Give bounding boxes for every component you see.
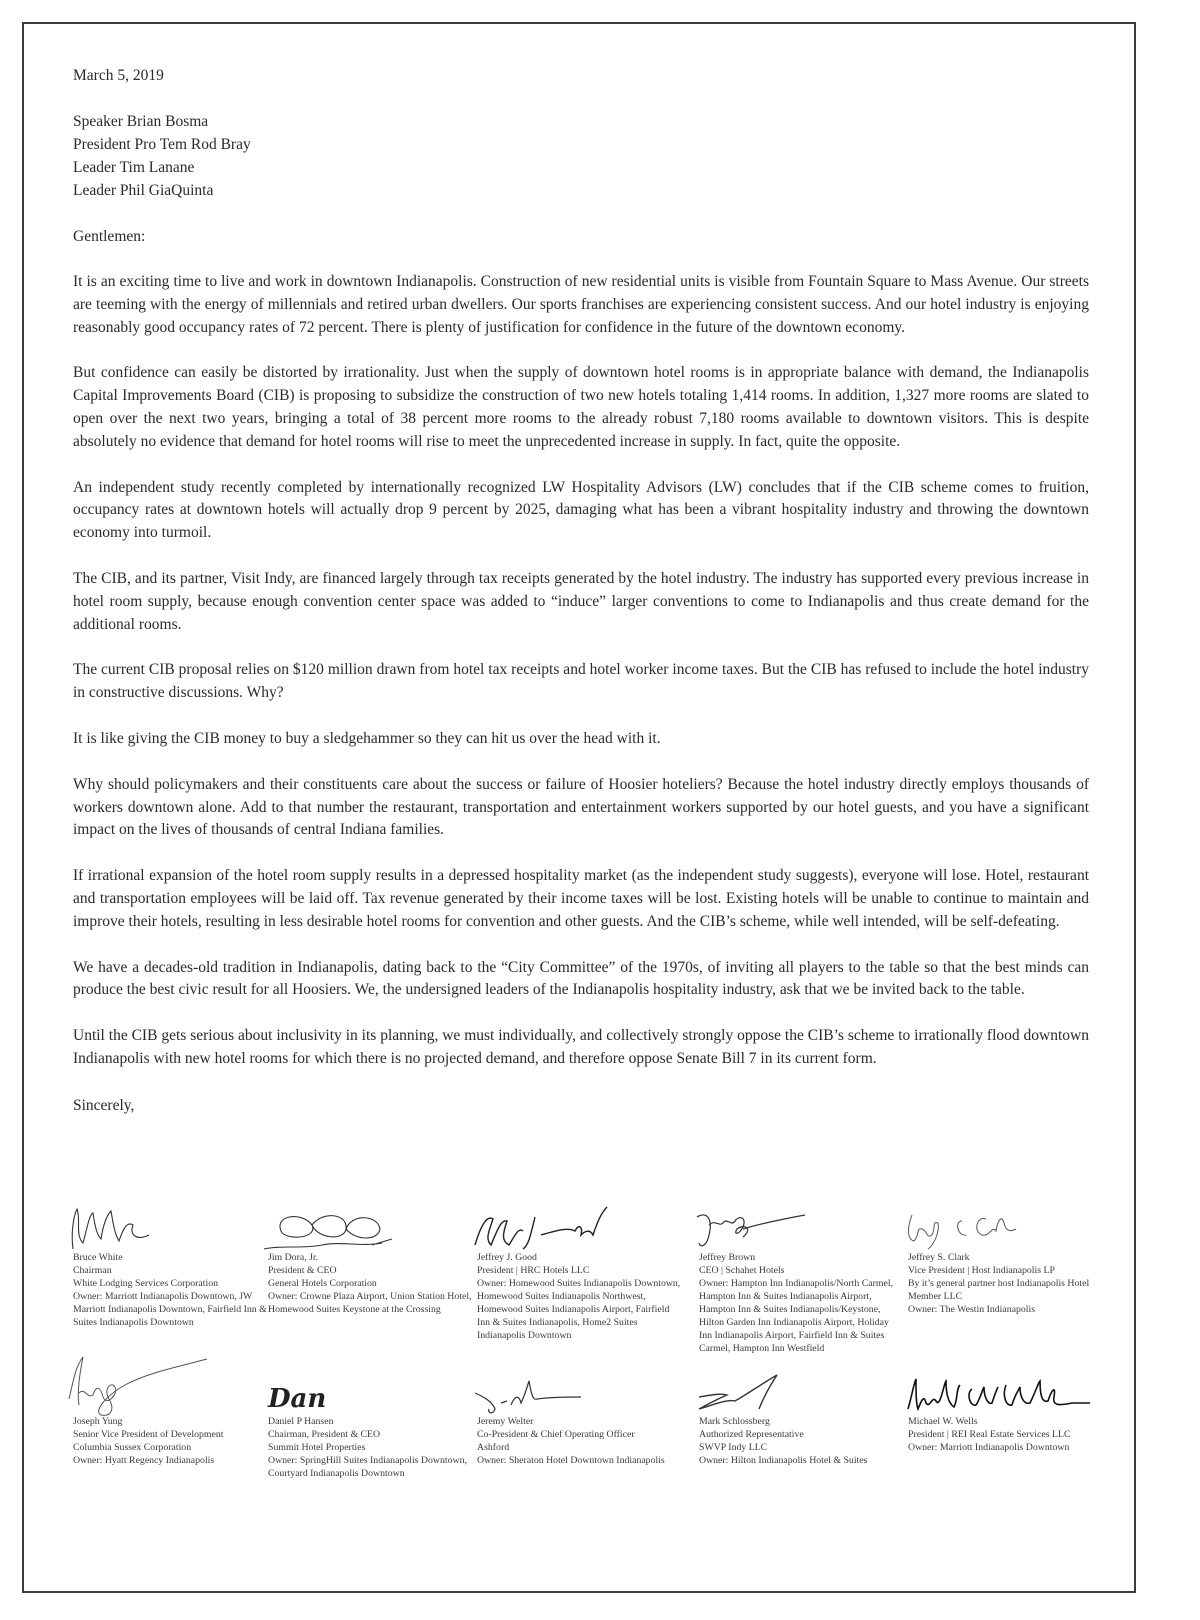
signer-title: Chairman, President & CEO — [268, 1429, 381, 1440]
signer-title: President | HRC Hotels LLC — [477, 1265, 590, 1276]
signature-block — [73, 1205, 278, 1329]
signer-properties: Owner: Hilton Indianapolis Hotel & Suites — [699, 1455, 868, 1466]
signer-title: President & CEO — [268, 1265, 337, 1276]
handwritten-signature — [73, 1353, 278, 1415]
closing: Sincerely, — [73, 1096, 135, 1114]
svg-text:Dan: Dan — [268, 1384, 327, 1414]
signature-block — [908, 1205, 1113, 1316]
signer-name: Jeremy Welter — [477, 1416, 534, 1427]
signer-properties: Owner: SpringHill Suites Indianapolis Downtown, Courtyard Indianapolis Downtown — [268, 1455, 467, 1479]
signer-company: General Hotels Corporation — [268, 1278, 377, 1289]
salutation: Gentlemen: — [73, 228, 146, 245]
paragraph: The current CIB proposal relies on $120 million drawn from hotel tax receipts and hotel worker income taxes. But the CIB has refused to include the hotel industry in constructive discussions. Why? — [73, 661, 1089, 702]
paragraph: An independent study recently completed by internationally recognized LW Hospitality Advisors (LW) concludes that if the CIB scheme comes to fruition, occupancy rates at downtown hotels will actually drop 9 percent by 2025, damaging what has been a vibrant hospitality industry and throwing the downtown economy into turmoil. — [73, 478, 1089, 542]
letter-date: March 5, 2019 — [73, 67, 164, 84]
signature-block — [477, 1369, 682, 1467]
paragraph: Until the CIB gets serious about inclusivity in its planning, we must individually, and collectively strongly oppose the CIB’s scheme to irrationally flood downtown Indianapolis with new hotel rooms for which there is no projected demand, and therefore oppose Senate Bill 7 in its current form. — [73, 1027, 1089, 1067]
handwritten-signature — [699, 1369, 904, 1415]
handwritten-signature — [477, 1369, 682, 1415]
signer-company: Summit Hotel Properties — [268, 1442, 366, 1453]
recipient: Leader Phil GiaQuinta — [73, 182, 214, 199]
signer-company: Columbia Sussex Corporation — [73, 1442, 192, 1453]
signature-row — [73, 1363, 1103, 1513]
signer-title: Chairman — [73, 1265, 112, 1276]
signer-name: Michael W. Wells — [908, 1416, 978, 1427]
signature-block — [699, 1369, 904, 1467]
handwritten-signature — [477, 1205, 682, 1251]
signer-title: Vice President | Host Indianapolis LP — [908, 1265, 1055, 1276]
recipient-list — [73, 110, 1089, 202]
signer-name: Jeffrey S. Clark — [908, 1252, 970, 1263]
signer-title: Authorized Representative — [699, 1429, 804, 1440]
signer-name: Jim Dora, Jr. — [268, 1252, 319, 1263]
signer-name: Mark Schlossberg — [699, 1416, 770, 1427]
handwritten-signature — [908, 1369, 1093, 1415]
handwritten-signature — [73, 1205, 278, 1251]
signer-name: Jeffrey Brown — [699, 1252, 756, 1263]
signer-name: Daniel P Hansen — [268, 1416, 334, 1427]
signer-properties: Owner: Marriott Indianapolis Downtown, JW Marriott Indianapolis Downtown, Fairfield Inn & Suites Indianapolis Downtown — [73, 1291, 267, 1328]
handwritten-signature — [908, 1205, 1113, 1251]
paragraph: Why should policymakers and their constituents care about the success or failure of Hoosier hoteliers? Because the hotel industry directly employs thousands of workers downtown alone. Add to that number the restaurant, transportation and entertainment workers supported by our hotel guests, and you have a significant impact on the lives of thousands of central Indiana families. — [73, 775, 1089, 839]
paragraph: It is like giving the CIB money to buy a sledgehammer so they can hit us over the head with it. — [73, 729, 661, 747]
paragraph: But confidence can easily be distorted by irrationality. Just when the supply of downtown hotel rooms is in appropriate balance with demand, the Indianapolis Capital Improvements Board (CIB) is proposing to subsidize the construction of two new hotels totaling 1,414 rooms. In addition, 1,327 more rooms are slated to open over the next two years, bringing a total of 38 percent more rooms to the already robust 7,180 rooms available to downtown visitors. This is despite absolutely no evidence that demand for hotel rooms will rise to meet the unprecedented increase in supply. In fact, quite the opposite. — [73, 364, 1089, 450]
signature-block — [908, 1369, 1093, 1454]
signer-company: SWVP Indy LLC — [699, 1442, 768, 1453]
signer-title: President | REI Real Estate Services LLC — [908, 1429, 1071, 1440]
signer-properties: Owner: The Westin Indianapolis — [908, 1304, 1036, 1315]
recipient: Speaker Brian Bosma — [73, 113, 209, 130]
signature-block — [73, 1353, 278, 1467]
paragraph: If irrational expansion of the hotel room supply results in a depressed hospitality market (as the independent study suggests), everyone will lose. Hotel, restaurant and transportation employees will be laid off. Tax revenue generated by their income taxes will be lost. Existing hotels will be unable to continue to maintain and improve their hotels, resulting in less desirable hotel rooms for convention and other guests. And the CIB’s scheme, while well intended, will be self-defeating. — [73, 867, 1089, 930]
signer-title: Co-President & Chief Operating Officer — [477, 1429, 635, 1440]
signer-properties: Owner: Hyatt Regency Indianapolis — [73, 1455, 215, 1466]
signer-title: CEO | Schahet Hotels — [699, 1265, 785, 1276]
letter-paragraphs — [73, 271, 1089, 1071]
signer-properties: Owner: Homewood Suites Indianapolis Downtown, Homewood Suites Indianapolis Northwest, Homewood Suites Indianapolis Airport, Fairfield Inn & Suites Indianapolis, Home2 Suites Indianapolis Downtown — [477, 1278, 681, 1341]
signature-grid — [73, 1205, 1103, 1515]
signer-properties: Owner: Sheraton Hotel Downtown Indianapolis — [477, 1455, 665, 1466]
signer-properties: Owner: Hampton Inn Indianapolis/North Carmel, Hampton Inn & Suites Indianapolis Airport, Hampton Inn & Suites Indianapolis/Keystone, Hilton Garden Inn Indianapolis Airport, Holiday Inn Indianapolis Airport, Fairfield Inn & Suites Carmel, Hampton Inn Westfield — [699, 1278, 893, 1354]
recipient: Leader Tim Lanane — [73, 159, 195, 176]
signer-properties: Owner: Marriott Indianapolis Downtown — [908, 1442, 1070, 1453]
signer-name: Jeffrey J. Good — [477, 1252, 537, 1263]
handwritten-signature — [268, 1369, 473, 1415]
signature-block — [268, 1369, 473, 1480]
signature-block — [699, 1205, 904, 1355]
signer-company: White Lodging Services Corporation — [73, 1278, 219, 1289]
letter-body — [73, 64, 1089, 1117]
handwritten-signature — [268, 1205, 473, 1251]
paragraph: We have a decades-old tradition in Indianapolis, dating back to the “City Committee” of the 1970s, of inviting all players to the table so that the best minds can produce the best civic result for all Hoosiers. We, the undersigned leaders of the Indianapolis hospitality industry, ask that we be invited back to the table. — [73, 958, 1089, 999]
signer-title: Senior Vice President of Development — [73, 1429, 224, 1440]
handwritten-signature — [699, 1205, 904, 1251]
paragraph: It is an exciting time to live and work in downtown Indianapolis. Construction of new residential units is visible from Fountain Square to Mass Avenue. Our streets are teeming with the energy of millennials and retired urban dwellers. Our sports franchises are experiencing consistent success. And our hotel industry is enjoying reasonably good occupancy rates of 72 percent. There is plenty of justification for confidence in the future of the downtown economy. — [73, 273, 1089, 336]
paragraph: The CIB, and its partner, Visit Indy, are financed largely through tax receipts generated by the hotel industry. The industry has supported every previous increase in hotel room supply, because enough convention center space was added to “induce” larger conventions to come to Indianapolis and thus create demand for the additional rooms. — [73, 569, 1089, 633]
signer-name: Joseph Yung — [73, 1416, 123, 1427]
recipient: President Pro Tem Rod Bray — [73, 136, 251, 153]
signer-name: Bruce White — [73, 1252, 123, 1263]
signature-block — [477, 1205, 682, 1342]
signature-block — [268, 1205, 473, 1316]
signer-company: By it’s general partner host Indianapolis Hotel Member LLC — [908, 1278, 1090, 1302]
signature-row — [73, 1205, 1103, 1365]
signer-company: Ashford — [477, 1442, 510, 1453]
signer-properties: Owner: Crowne Plaza Airport, Union Station Hotel, Homewood Suites Keystone at the Crossing — [268, 1291, 472, 1315]
